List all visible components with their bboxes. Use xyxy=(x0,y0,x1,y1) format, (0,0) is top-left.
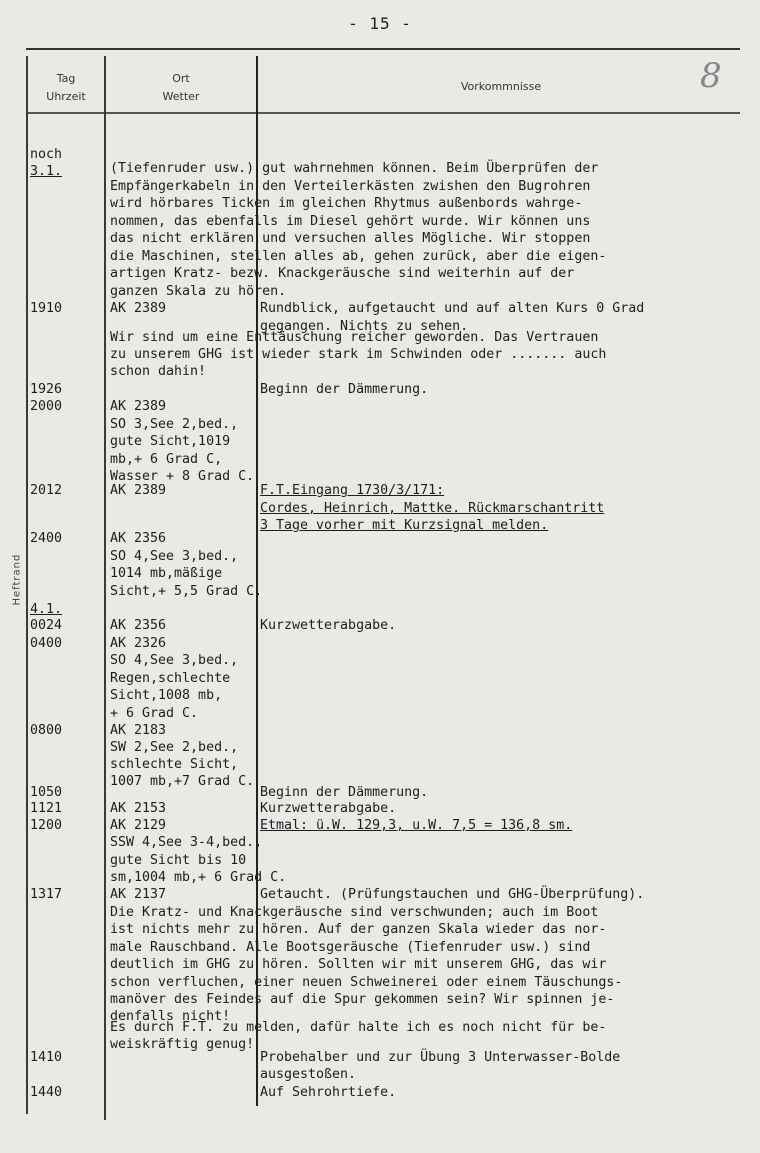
entry-time: 0024 xyxy=(30,618,63,633)
entry-text: Etmal: ü.W. 129,3, u.W. 7,5 = 136,8 sm. xyxy=(260,818,573,833)
entry-ort: SO 4,See 3,bed., xyxy=(110,653,239,668)
header-ort: Ort Wetter xyxy=(162,72,200,103)
entry-ort: sm,1004 mb,+ 6 Grad C. xyxy=(110,870,287,885)
entry-ort: SO 3,See 2,bed., xyxy=(110,417,239,432)
entry-time: noch xyxy=(30,147,63,162)
entry-text: ausgestoßen. xyxy=(260,1067,357,1082)
entry-text: Beginn der Dämmerung. xyxy=(260,785,429,800)
entry-ort: schon dahin! xyxy=(110,364,207,379)
entry-ort: AK 2389 xyxy=(110,399,167,414)
entry-text: Probehalber und zur Übung 3 Unterwasser-Bolde xyxy=(260,1050,621,1065)
entry-ort: Sicht,1008 mb, xyxy=(110,688,223,703)
entry-ort: SSW 4,See 3-4,bed., xyxy=(110,835,263,850)
header-vorkommnisse: Vorkommnisse xyxy=(460,80,542,93)
entry-ort: Regen,schlechte xyxy=(110,671,231,686)
entry-ort: Die Kratz- und Knackgeräusche sind verschwunden; auch im Boot xyxy=(110,905,599,920)
entry-ort: Empfängerkabeln in den Verteilerkästen zwishen den Bugrohren xyxy=(110,179,591,194)
entry-ort: AK 2389 xyxy=(110,483,167,498)
entry-ort: die Maschinen, stellen alles ab, gehen zurück, aber die eigen- xyxy=(110,249,607,264)
entry-ort: Wir sind um eine Enttäuschung reicher geworden. Das Vertrauen xyxy=(110,330,599,345)
entry-ort: + 6 Grad C. xyxy=(110,706,199,721)
entry-time: 4.1. xyxy=(30,602,63,617)
entry-ort: artigen Kratz- bezw. Knackgeräusche sind weiterhin auf der xyxy=(110,266,575,281)
entry-text: Rundblick, aufgetaucht und auf alten Kurs 0 Grad xyxy=(260,301,645,316)
entry-ort: (Tiefenruder usw.) gut wahrnehmen können. Beim Überprüfen der xyxy=(110,161,599,176)
entry-ort: AK 2326 xyxy=(110,636,167,651)
entry-ort: AK 2129 xyxy=(110,818,167,833)
entry-text: Getaucht. (Prüfungstauchen und GHG-Überprüfung). xyxy=(260,887,645,902)
entry-ort: gute Sicht,1019 xyxy=(110,434,231,449)
entry-text: F.T.Eingang 1730/3/171: xyxy=(260,483,445,498)
entry-ort: AK 2389 xyxy=(110,301,167,316)
entry-text: 3 Tage vorher mit Kurzsignal melden. xyxy=(260,518,549,533)
entry-time: 1050 xyxy=(30,785,63,800)
entry-ort: AK 2137 xyxy=(110,887,167,902)
entry-time: 0800 xyxy=(30,723,63,738)
column-line-left xyxy=(26,56,28,1114)
entry-ort: weiskräftig genug! xyxy=(110,1037,255,1052)
entry-time: 1910 xyxy=(30,301,63,316)
entry-time: 2000 xyxy=(30,399,63,414)
entry-ort: Es durch F.T. zu melden, dafür halte ich es noch nicht für be- xyxy=(110,1020,607,1035)
entry-ort: 1007 mb,+7 Grad C. xyxy=(110,774,255,789)
entry-text: Auf Sehrohrtiefe. xyxy=(260,1085,397,1100)
entry-ort: denfalls nicht! xyxy=(110,1009,231,1024)
entry-time: 1926 xyxy=(30,382,63,397)
entry-time: 1317 xyxy=(30,887,63,902)
margin-handwritten-number: 8 xyxy=(700,56,722,96)
entry-time: 3.1. xyxy=(30,164,63,179)
entry-time: 1440 xyxy=(30,1085,63,1100)
page-number: - 15 - xyxy=(348,14,412,33)
entry-text: Kurzwetterabgabe. xyxy=(260,801,397,816)
entry-ort: SO 4,See 3,bed., xyxy=(110,549,239,564)
table-top-rule xyxy=(26,48,740,50)
header-tag: Tag Uhrzeit xyxy=(46,72,86,103)
entry-ort: das nicht erklären und versuchen alles Mögliche. Wir stoppen xyxy=(110,231,591,246)
entry-ort: zu unserem GHG ist wieder stark im Schwinden oder ....... auch xyxy=(110,347,607,362)
entry-text: Kurzwetterabgabe. xyxy=(260,618,397,633)
entry-ort: AK 2356 xyxy=(110,531,167,546)
entry-ort: AK 2183 xyxy=(110,723,167,738)
entry-time: 1121 xyxy=(30,801,63,816)
entry-ort: 1014 mb,mäßige xyxy=(110,566,223,581)
entry-ort: male Rauschband. Alle Bootsgeräusche (Tiefenruder usw.) sind xyxy=(110,940,591,955)
entry-ort: manöver des Feindes auf die Spur gekommen sein? Wir spinnen je- xyxy=(110,992,615,1007)
entry-ort: gute Sicht bis 10 xyxy=(110,853,247,868)
entry-ort: schlechte Sicht, xyxy=(110,757,239,772)
entry-ort: schon verfluchen, einer neuen Schweinerei oder einem Täuschungs- xyxy=(110,975,623,990)
entry-text: gegangen. Nichts zu sehen. xyxy=(260,319,469,334)
entry-text: Cordes, Heinrich, Mattke. Rückmarschantritt xyxy=(260,501,605,516)
entry-ort: AK 2356 xyxy=(110,618,167,633)
entry-text: Beginn der Dämmerung. xyxy=(260,382,429,397)
entry-ort: ist nichts mehr zu hören. Auf der ganzen Skala wieder das nor- xyxy=(110,922,607,937)
entry-ort: wird hörbares Ticken im gleichen Rhytmus außenbords wahrge- xyxy=(110,196,583,211)
entry-ort: SW 2,See 2,bed., xyxy=(110,740,239,755)
table-header-rule xyxy=(26,112,740,114)
entry-ort: AK 2153 xyxy=(110,801,167,816)
entry-ort: deutlich im GHG zu hören. Sollten wir mit unserem GHG, das wir xyxy=(110,957,607,972)
entry-time: 2012 xyxy=(30,483,63,498)
entry-time: 0400 xyxy=(30,636,63,651)
entry-ort: mb,+ 6 Grad C, xyxy=(110,452,223,467)
entry-time: 1410 xyxy=(30,1050,63,1065)
entry-ort: Wasser + 8 Grad C. xyxy=(110,469,255,484)
entry-ort: ganzen Skala zu hören. xyxy=(110,284,287,299)
entry-time: 1200 xyxy=(30,818,63,833)
side-label: Heftrand xyxy=(11,553,23,606)
column-line-date xyxy=(104,56,106,1120)
entry-time: 2400 xyxy=(30,531,63,546)
entry-ort: Sicht,+ 5,5 Grad C. xyxy=(110,584,263,599)
entry-ort: nommen, das ebenfalls im Diesel gehört wurde. Wir können uns xyxy=(110,214,591,229)
